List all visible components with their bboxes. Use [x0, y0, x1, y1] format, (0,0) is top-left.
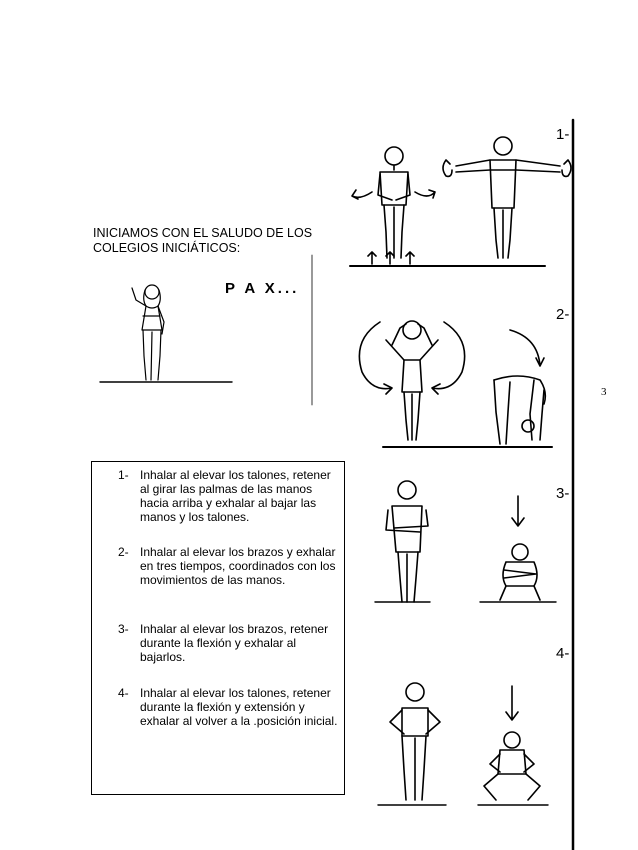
step-1	[118, 468, 338, 524]
figure-number-4: 4-	[556, 645, 570, 662]
step-4	[118, 686, 338, 728]
exercise-3-figure-b	[500, 544, 540, 600]
step-number: 4-	[118, 686, 129, 700]
bend-arrow-icon	[510, 330, 544, 366]
steps-box	[91, 461, 345, 795]
intro-heading-line-2: COLEGIOS INICIÁTICOS:	[93, 241, 241, 255]
page-number: 3	[601, 386, 607, 398]
figure-number-2: 2-	[556, 306, 570, 323]
rotate-left-icon	[443, 160, 452, 176]
arrow-down-icon-2	[506, 686, 518, 720]
exercise-4-figure-b	[484, 732, 540, 800]
rotate-right-icon	[562, 160, 571, 176]
intro-heading-line-1: INICIAMOS CON EL SALUDO DE LOS	[93, 226, 313, 240]
exercise-1-figure-a	[378, 147, 410, 258]
heel-arrow-up-icon-3	[406, 252, 414, 264]
step-number: 3-	[118, 622, 129, 636]
step-2	[118, 545, 338, 587]
woman-greeting-figure	[132, 285, 164, 380]
exercise-3-figure-a	[386, 481, 428, 602]
pax-label: P A X...	[225, 280, 300, 297]
exercise-4-figure-a	[390, 683, 440, 800]
step-number: 2-	[118, 545, 129, 559]
exercise-1-figure-b	[456, 137, 560, 258]
step-number: 1-	[118, 468, 129, 482]
arrow-left-icon	[352, 190, 372, 199]
step-text: Inhalar al elevar los talones, retener al girar las palmas de las manos hacia arriba y exhalar al bajar las manos y los talones.	[140, 468, 331, 524]
step-3	[118, 622, 338, 664]
circle-arrow-right-icon	[432, 322, 465, 394]
heel-arrow-up-icon	[368, 252, 376, 264]
figure-number-1: 1-	[556, 126, 570, 143]
step-text: Inhalar al elevar los brazos y exhalar en tres tiempos, coordinados con los movimientos de las manos.	[140, 545, 336, 587]
exercise-2-figure-a	[386, 321, 438, 440]
step-text: Inhalar al elevar los brazos, retener durante la flexión y exhalar al bajarlos.	[140, 622, 329, 664]
arrow-right-icon	[415, 190, 435, 198]
arrow-down-icon	[512, 496, 524, 526]
exercise-2-figure-b	[494, 376, 545, 444]
circle-arrow-left-icon	[359, 322, 392, 394]
step-text: Inhalar al elevar los talones, retener durante la flexión y extensión y exhalar al volver a la .posición inicial.	[140, 686, 338, 728]
figure-number-3: 3-	[556, 485, 570, 502]
intro-heading	[93, 226, 343, 256]
